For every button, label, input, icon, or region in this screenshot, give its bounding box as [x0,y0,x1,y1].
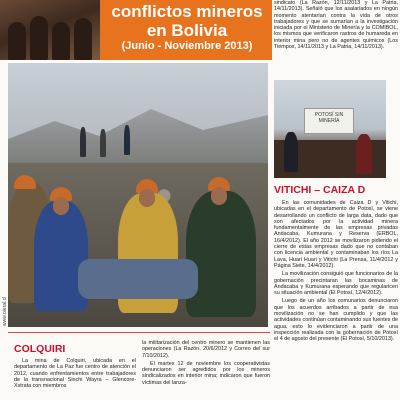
bottom-right-body [142,340,270,400]
paragraph: El martes 12 de noviembre los cooperativistas denunciaron ser agredidos por los mineros sindicalizados en interior mina; indicaron que fueron víctimas del lanza- [142,360,270,386]
header-title: conflictos mineros en Bolivia [111,2,263,40]
right-photo-protest [274,80,386,178]
section-divider [8,332,270,333]
protest-sign: POTOSÍ SIN MINERÍA [304,108,354,134]
header-photo-miners [0,0,100,60]
header-banner [0,0,272,60]
main-photo-miners [8,63,268,327]
section-heading-vitichi: VITICHI – CAIZA D [274,184,366,196]
right-top-text: sindicato (La Razón, 12/11/2013 y La Patria, 14/11/2013). Señaló que los asalariados en ningún momento atentarían contra la vida de otros trabajadores y que se sumarían a la investigación iniciada por el Ministerio de Minería y la COMIBOL, los mismos que verificaron rastros de humareda en interior mina pero no de agentes químicos (Los Tiempos, 14/11/2013 y La Patria, 14/11/2013). [274,0,398,51]
header-subtitle: (Junio - Noviembre 2013) [121,40,253,52]
paragraph: La mina de Colquiri, ubicada en el departamento de La Paz fue centro de atención el 2012, cuando enfrentamientos entre trabajadores de la transnacional Sinchi Wayra – Glencore-Xstrata con miembros [14,358,136,390]
vitichi-body [274,200,398,400]
photo-credit: www.oieral.cl [2,296,8,326]
paragraph: Luego de un año los comunarios denunciaron que los acuerdos arribados a partir de esa movilización no se han cumplido y que las actividades continúan contaminando sus fuentes de agua, esto lo evidenciaron a partir de una inspección realizada con la gobernación de Potosí el 4 de agosto del presente (El Potosí, 5/10/2013). [274,298,398,343]
paragraph: La movilización consiguió que funcionarios de la gobernación precintaran las bocaminas de Andacaba y Kumurana esperando que regularicen su situación ambiental (El Potosí, 12/4/2012). [274,271,398,297]
section-heading-colquiri: COLQUIRI [14,343,66,355]
colquiri-body [14,358,136,400]
paragraph: la militarización del centro minero se mantienen las operaciones (La Razón, 20/6/2012 y Correo del sur 7/10/2012). [142,340,270,359]
paragraph: En las comunidades de Caiza D y Vitichi, ubicadas en el departamento de Potosí, se viene desarrollando un conflicto de larga data, dado que son afectados por la actividad minera fundamentalmente de las empresas privadas Andacaba, Kumurana y Reserva (ERBOL, 16/4/2012). El año 2012 se movilizaron pidiendo el cierre de estas empresas dado que no contaban con licencia ambiental y contaminaban los ríos La Lava, Huari Huari y Vitichi (La Prensa, 11/4/2012 y Página Siete, 14/4/2012). [274,200,398,269]
